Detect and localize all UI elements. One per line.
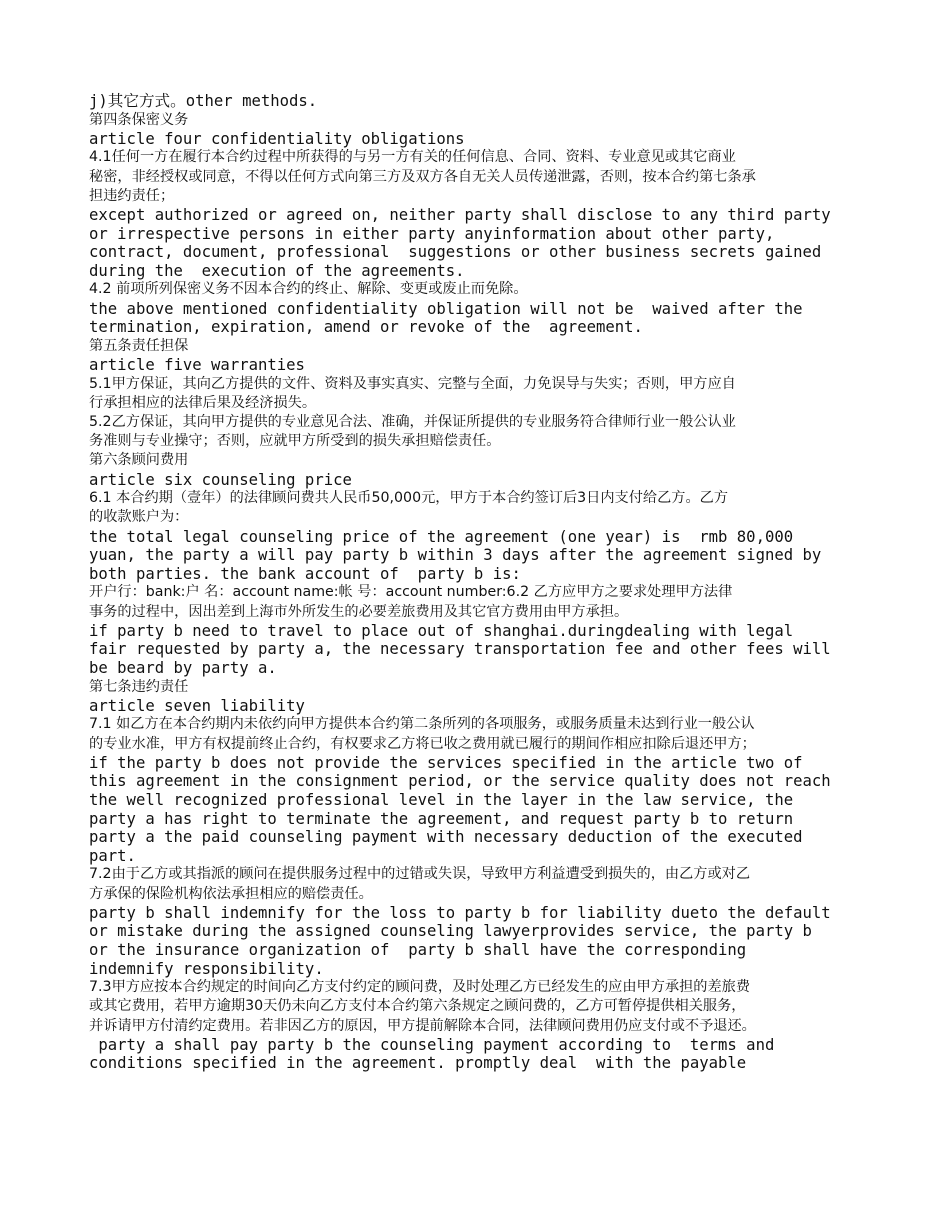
text-line: fair requested by party a, the necessary transportation fee and other fees will [89, 640, 831, 659]
text-line: 的专业水准，甲方有权提前终止合约，有权要求乙方将已收之费用就已履行的期间作相应扣除后退还甲方； [89, 735, 756, 752]
text-line: 第四条保密义务 [89, 111, 189, 128]
text-line: 7.2由于乙方或其指派的顾问在提供服务过程中的过错或失误，导致甲方利益遭受到损失的，由乙方或对乙 [89, 866, 751, 883]
text-line: 务准则与专业操守；否则，应就甲方所受到的损失承担赔偿责任。 [89, 433, 501, 450]
text-line: or the insurance organization of party b shall have the corresponding [89, 940, 747, 959]
text-line: if the party b does not provide the services specified in the article two of [89, 753, 803, 772]
text-line: 7.1 如乙方在本合约期内未依约向甲方提供本合约第二条所列的各项服务，或服务质量未达到行业一般公认 [89, 716, 755, 733]
text-line: 并诉请甲方付清约定费用。若非因乙方的原因，甲方提前解除本合同，法律顾问费用仍应支付或不予退还。 [89, 1017, 756, 1034]
text-line: article six counseling price [89, 470, 352, 489]
text-line: be beard by party a. [89, 658, 277, 677]
text-line: party a has right to terminate the agreement, and request party b to return [89, 809, 794, 828]
text-line: article seven liability [89, 696, 305, 715]
text-line: conditions specified in the agreement. promptly deal with the payable [89, 1054, 747, 1073]
text-line: 4.2 前项所列保密义务不因本合约的终止、解除、变更或废止而免除。 [89, 281, 528, 298]
text-line: 第六条顾问费用 [89, 452, 189, 469]
text-line: during the execution of the agreements. [89, 261, 465, 280]
text-line: termination, expiration, amend or revoke of the agreement. [89, 318, 643, 337]
text-line: 4.1任何一方在履行本合约过程中所获得的与另一方有关的任何信息、合同、资料、专业意见或其它商业 [89, 149, 736, 166]
text-line: j)其它方式。other methods. [89, 92, 318, 110]
text-line: part. [89, 846, 136, 865]
text-line: 行承担相应的法律后果及经济损失。 [89, 394, 317, 411]
text-line: party a shall pay party b the counseling payment according to terms and [89, 1035, 775, 1054]
text-line: this agreement in the consignment period, or the service quality does not reach [89, 772, 831, 791]
text-line: both parties. the bank account of party b is: [89, 564, 521, 583]
text-line: 7.3甲方应按本合约规定的时间向乙方支付约定的顾问费，及时处理乙方已经发生的应由甲方承担的差旅费 [89, 979, 751, 996]
text-line: 5.1甲方保证，其向乙方提供的文件、资料及事实真实、完整与全面，力免误导与失实；否则，甲方应自 [89, 375, 736, 392]
document-page [89, 92, 869, 1073]
text-line: contract, document, professional suggestions or other business secrets gained [89, 243, 822, 262]
text-line: 担违约责任； [89, 187, 175, 204]
text-line: or irrespective persons in either party anyinformation about other party, [89, 224, 775, 243]
text-line: or mistake during the assigned counseling lawyerprovides service, the party b [89, 922, 812, 941]
text-line: 第五条责任担保 [89, 337, 189, 354]
text-line: 秘密，非经授权或同意，不得以任何方式向第三方及双方各自无关人员传递泄露，否则，按本合约第七条承 [89, 168, 756, 185]
text-line: indemnify responsibility. [89, 959, 324, 978]
text-line: 事务的过程中，因出差到上海市外所发生的必要差旅费用及其它官方费用由甲方承担。 [89, 603, 629, 620]
text-line: 5.2乙方保证，其向甲方提供的专业意见合法、准确，并保证所提供的专业服务符合律师行业一般公认业 [89, 413, 736, 430]
text-line: 6.1 本合约期（壹年）的法律顾问费共人民币50,000元，甲方于本合约签订后3日内支付给乙方。乙方 [89, 490, 729, 507]
text-line: 或其它费用，若甲方逾期30天仍未向乙方支付本合约第六条规定之顾问费的，乙方可暂停提供相关服务， [89, 998, 746, 1015]
text-line: party a the paid counseling payment with necessary deduction of the executed [89, 828, 803, 847]
text-line: the above mentioned confidentiality obligation will not be waived after the [89, 299, 803, 318]
text-line: 开户行：bank:户 名：account name:帐 号：account number:6.2 乙方应甲方之要求处理甲方法律 [89, 584, 733, 601]
text-line: article four confidentiality obligations [89, 129, 465, 148]
text-line: 方承保的保险机构依法承担相应的赔偿责任。 [89, 885, 373, 902]
text-line: the well recognized professional level in the layer in the law service, the [89, 790, 794, 809]
text-line: the total legal counseling price of the agreement (one year) is rmb 80,000 [89, 527, 794, 546]
text-line: except authorized or agreed on, neither party shall disclose to any third party [89, 206, 831, 224]
text-line: party b shall indemnify for the loss to party b for liability dueto the default [89, 903, 831, 922]
text-line: 第七条违约责任 [89, 678, 189, 695]
text-line: 的收款账户为： [89, 509, 189, 526]
text-line: article five warranties [89, 355, 305, 374]
text-line: if party b need to travel to place out of shanghai.duringdealing with legal [89, 621, 794, 640]
text-line: yuan, the party a will pay party b within 3 days after the agreement signed by [89, 546, 822, 565]
